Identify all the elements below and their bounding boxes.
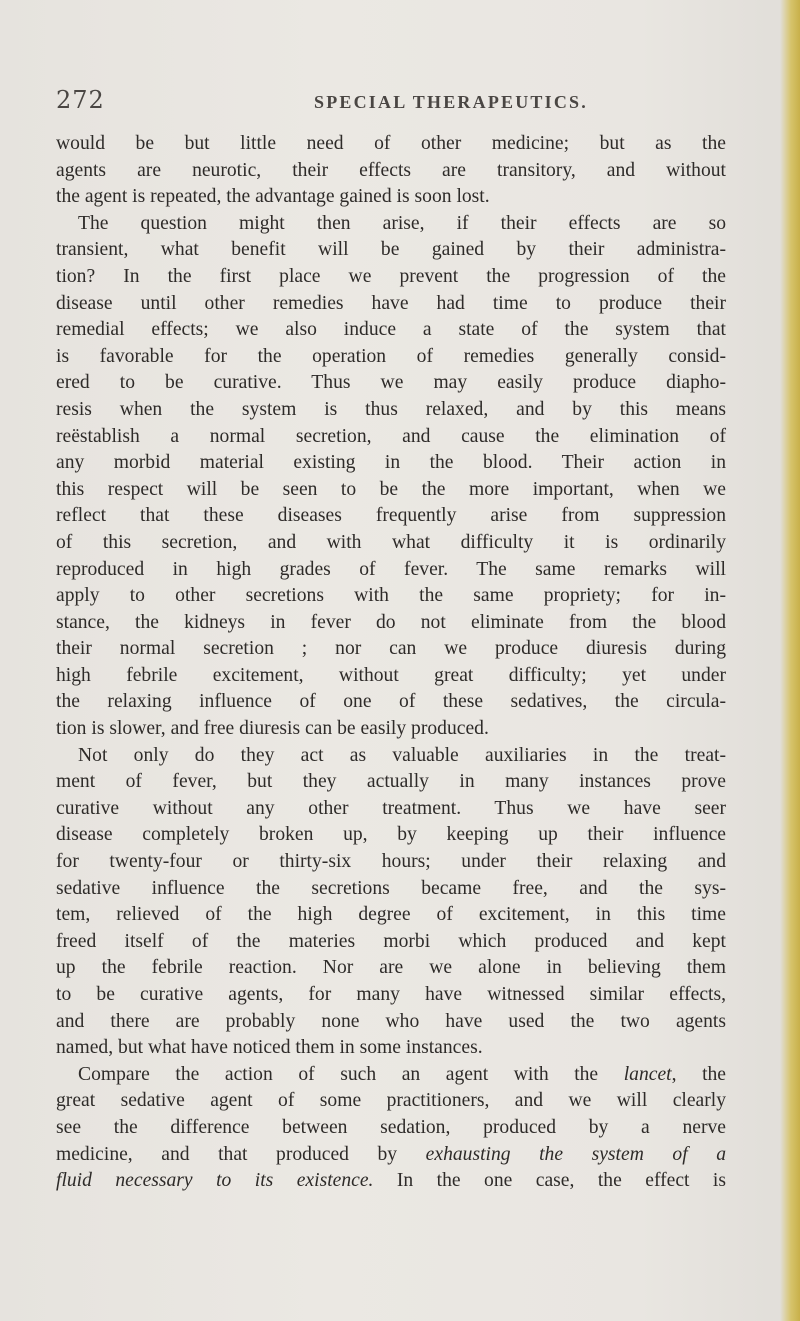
text-line: tion is slower, and free diuresis can be easily produced. [56,718,489,740]
text-run: In the one case, the effect is [373,1170,726,1192]
text-line: to be curative agents, for many have witnessed similar effects, [56,984,726,1005]
text-line: apply to other secretions with the same propriety; for in- [56,585,726,607]
page-edge [780,0,800,1321]
page-number: 272 [56,86,105,114]
text-line: tem, relieved of the high degree of excitement, in this time [56,904,726,926]
text-line: disease until other remedies have had time to produce their [56,292,726,314]
text-line: Not only do they act as valuable auxiliaries in the treat- [78,744,726,766]
text-line: great sedative agent of some practitioners, and we will clearly [56,1090,726,1112]
text-line: is favorable for the operation of remedies generally consid- [56,345,726,367]
italic-run: fluid necessary to its existence. [56,1170,374,1192]
text-line: reproduced in high grades of fever. The same remarks will [56,558,726,580]
text-line: would be but little need of other medicine; but as the [56,133,726,154]
text-line: this respect will be seen to be the more important, when we [56,478,726,500]
text-run: Compare the action of such an agent with the [78,1063,599,1085]
text-line [56,1142,726,1169]
text-line: tion? In the first place we prevent the progression of the [56,265,726,287]
text-line [56,1168,726,1195]
text-line: curative without any other treatment. Thus we have seer [56,797,726,819]
section-title: SPECIAL THERAPEUTICS. [314,92,588,112]
text-line: their normal secretion ; nor can we produce diuresis during [56,638,726,660]
italic-run: exhausting the system of a [425,1143,726,1165]
text-line [56,1062,726,1089]
text-line: ered to be curative. Thus we may easily produce diapho- [56,372,726,394]
text-line: ment of fever, but they actually in many instances prove [56,771,726,793]
running-head [56,86,716,118]
text-line: the agent is repeated, the advantage gained is soon lost. [56,186,490,208]
text-line: disease completely broken up, by keeping up their influence [56,824,726,846]
text-line: the relaxing influence of one of these sedatives, the circula- [56,691,726,713]
italic-run: lancet [623,1063,672,1085]
text-line: The question might then arise, if their effects are so [78,212,726,234]
text-line: freed itself of the materies morbi which produced and kept [56,930,726,952]
text-line: reflect that these diseases frequently arise from suppression [56,505,726,527]
text-line: named, but what have noticed them in some instances. [56,1037,483,1059]
text-line: sedative influence the secretions became free, and the sys- [56,877,726,899]
text-run: , the [671,1063,726,1085]
text-line: high febrile excitement, without great difficulty; yet under [56,664,726,686]
text-line: transient, what benefit will be gained by their administra- [56,239,726,261]
text-line: up the febrile reaction. Nor are we alone in believing them [56,957,726,979]
text-line: of this secretion, and with what difficulty it is ordinarily [56,531,726,553]
text-line: see the difference between sedation, produced by a nerve [56,1116,726,1138]
text-line: any morbid material existing in the blood. Their action in [56,452,726,474]
text-line: remedial effects; we also induce a state of the system that [56,319,726,341]
text-line: reëstablish a normal secretion, and cause the elimination of [56,425,726,447]
text-line: stance, the kidneys in fever do not eliminate from the blood [56,611,726,633]
text-line: for twenty-four or thirty-six hours; under their relaxing and [56,851,726,873]
text-run: medicine, and that produced by [56,1143,398,1165]
body-text [56,131,726,1195]
text-line: and there are probably none who have used the two agents [56,1010,726,1032]
text-line: resis when the system is thus relaxed, and by this means [56,398,726,420]
text-line: agents are neurotic, their effects are transitory, and without [56,159,726,181]
